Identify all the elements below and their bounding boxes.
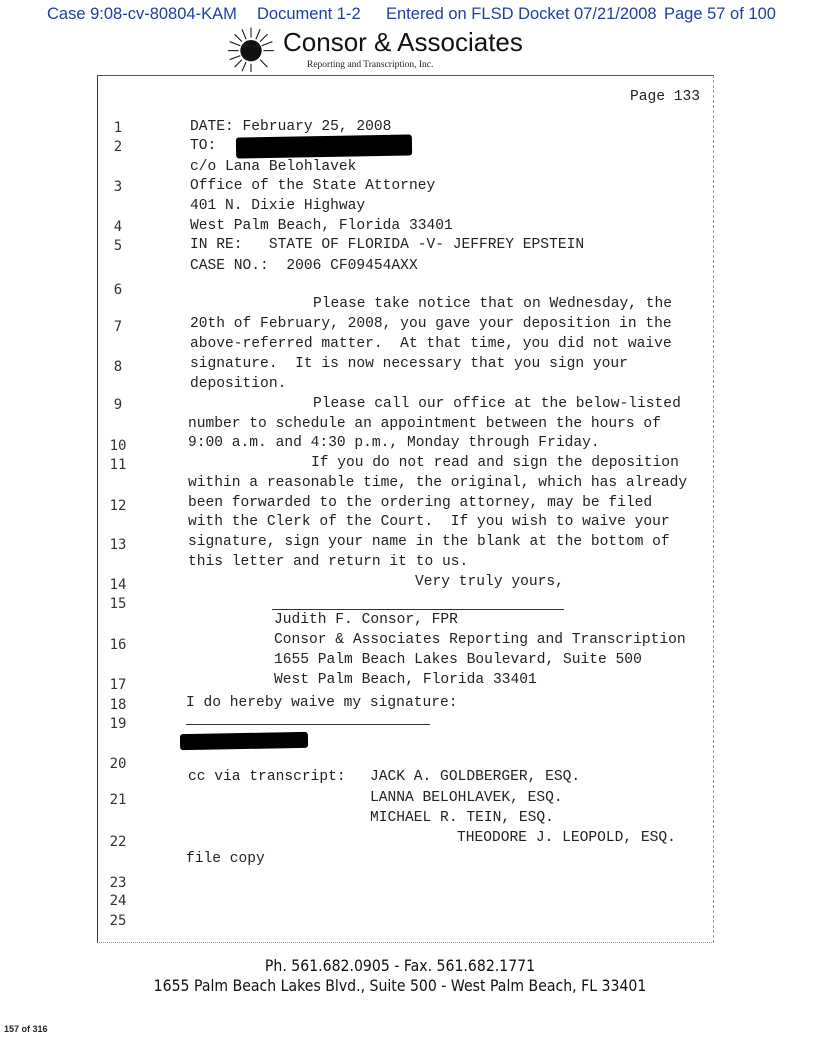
waiver-signature-line [186,724,430,725]
sun-logo-icon [228,26,274,72]
transcript-line: above-referred matter. At that time, you did not waive [190,336,672,352]
transcript-line: number to schedule an appointment between the hours of [188,416,661,432]
line-number: 9 [113,397,123,413]
transcript-line: Office of the State Attorney [190,178,436,194]
transcript-line: Judith F. Consor, FPR [274,612,458,628]
line-number: 14 [109,577,127,593]
transcript-line: LANNA BELOHLAVEK, ESQ. [370,790,563,806]
transcript-line: file copy [186,851,265,867]
line-number: 3 [113,179,123,195]
stamp-page: Page 57 of 100 [664,5,776,23]
signature-line [272,609,564,610]
transcript-line: JACK A. GOLDBERGER, ESQ. [370,769,581,785]
stamp-case-number: Case 9:08-cv-80804-KAM [47,5,237,23]
line-number: 18 [109,697,127,713]
line-number: 21 [109,792,127,808]
line-number: 15 [109,596,127,612]
transcript-line: West Palm Beach, Florida 33401 [274,672,537,688]
footer-address: 1655 Palm Beach Lakes Blvd., Suite 500 - West Palm Beach, FL 33401 [153,976,647,995]
transcript-line: TO: [190,138,217,154]
transcript-line: c/o Lana Belohlavek [190,159,357,175]
transcript-line: If you do not read and sign the deposition [311,455,679,471]
transcript-line: Very truly yours, [415,574,564,590]
transcript-line: Please take notice that on Wednesday, the [313,296,673,312]
transcript-line: deposition. [190,376,287,392]
line-number: 1 [113,120,123,136]
line-number: 10 [109,438,127,454]
transcript-line: Please call our office at the below-listed [313,396,681,412]
transcript-line: been forwarded to the ordering attorney, may be filed [188,495,653,511]
line-number: 13 [109,537,127,553]
line-number: 5 [113,238,123,254]
transcript-line: West Palm Beach, Florida 33401 [190,218,453,234]
transcript-line: 1655 Palm Beach Lakes Boulevard, Suite 500 [274,652,642,668]
line-number: 17 [109,677,127,693]
line-number: 23 [109,875,127,891]
line-number: 19 [109,716,127,732]
transcript-line: signature. It is now necessary that you sign your [190,356,628,372]
transcript-line: I do hereby waive my signature: [186,695,458,711]
line-number: 25 [109,913,127,929]
line-number: 6 [113,282,123,298]
line-number: 24 [109,893,127,909]
line-number: 11 [109,457,127,473]
transcript-line: with the Clerk of the Court. If you wish to waive your [188,514,670,530]
transcript-line: this letter and return it to us. [188,554,469,570]
transcript-line: within a reasonable time, the original, which has already [188,475,688,491]
line-number: 16 [109,637,127,653]
transcript-line: 401 N. Dixie Highway [190,198,366,214]
transcript-page-label: Page 133 [630,89,701,105]
transcript-line: IN RE: STATE OF FLORIDA -V- JEFFREY EPSTEIN [190,237,585,253]
transcript-line: 9:00 a.m. and 4:30 p.m., Monday through Friday. [188,435,600,451]
line-number: 22 [109,834,127,850]
redaction-block [236,134,412,158]
footer-phone: Ph. 561.682.0905 - Fax. 561.682.1771 [264,956,536,975]
transcript-line: cc via transcript: [188,769,346,785]
line-number: 4 [113,219,123,235]
line-number: 8 [113,359,123,375]
transcript-line: CASE NO.: 2006 CF09454AXX [190,258,418,274]
transcript-line: DATE: February 25, 2008 [190,119,392,135]
line-number: 7 [113,319,123,335]
stamp-entered: Entered on FLSD Docket 07/21/2008 [386,5,657,23]
transcript-line: MICHAEL R. TEIN, ESQ. [370,810,554,826]
stamp-document: Document 1-2 [257,5,361,23]
transcript-line: THEODORE J. LEOPOLD, ESQ. [457,830,676,846]
letterhead-subtitle: Reporting and Transcription, Inc. [307,60,434,70]
line-number: 20 [109,756,127,772]
transcript-line: Consor & Associates Reporting and Transcription [274,632,686,648]
letterhead-name: Consor & Associates [283,27,523,57]
transcript-line: 20th of February, 2008, you gave your deposition in the [190,316,672,332]
line-number: 12 [109,498,127,514]
redaction-block [180,732,308,750]
line-number: 2 [113,139,123,155]
transcript-line: signature, sign your name in the blank at the bottom of [188,534,670,550]
page-count: 157 of 316 [4,1024,48,1034]
